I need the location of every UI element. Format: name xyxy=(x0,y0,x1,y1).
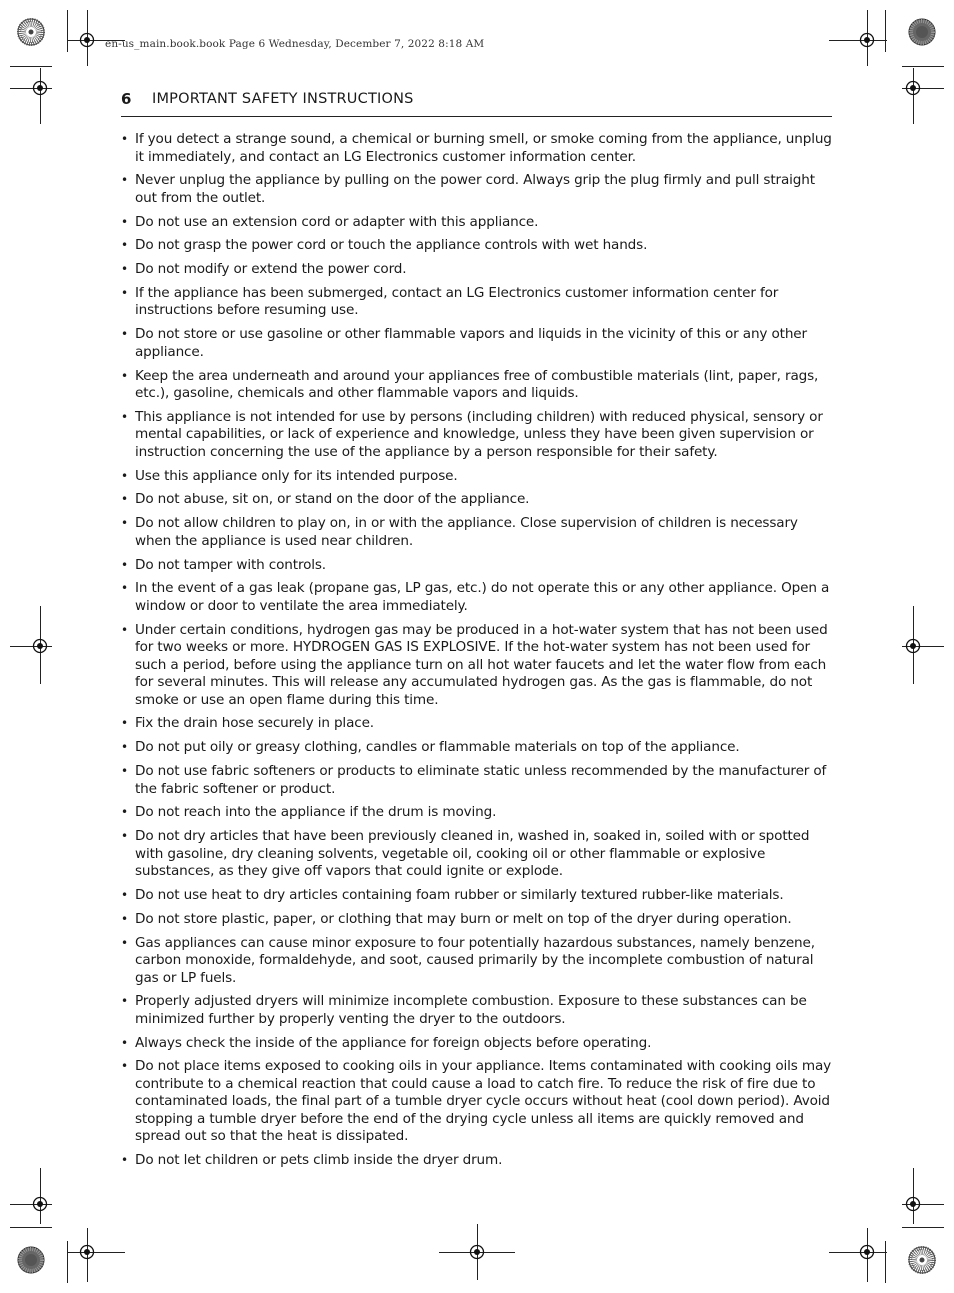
rosette-icon xyxy=(907,1245,937,1275)
registration-mark-icon xyxy=(27,75,53,101)
list-item: • Do not allow children to play on, in or with the appliance. Close supervision of children is necessary when the appliance is used near children. xyxy=(121,515,833,550)
registration-mark-icon xyxy=(27,1191,53,1217)
list-item: • Do not use fabric softeners or products to eliminate static unless recommended by the manufacturer of the fabric softener or product. xyxy=(121,763,833,798)
crop-mark xyxy=(902,66,944,67)
list-item: • If you detect a strange sound, a chemical or burning smell, or smoke coming from the appliance, unplug it immediately, and contact an LG Electronics customer information center. xyxy=(121,131,833,166)
crop-mark xyxy=(885,1241,886,1283)
registration-mark-icon xyxy=(27,633,53,659)
list-item: • Do not place items exposed to cooking oils in your appliance. Items contaminated with cooking oils may contribute to a chemical reaction that could cause a load to catch fire. To reduce the risk of fire due to contaminated loads, the final part of a tumble dryer cycle occurs without heat (cool down period). Avoid stopping a tumble dryer before the end of the drying cycle unless all items are quickly removed and spread out so that the heat is dissipated. xyxy=(121,1058,833,1146)
print-slug: en-us_main.book.book Page 6 Wednesday, December 7, 2022 8:18 AM xyxy=(105,38,485,50)
crop-mark xyxy=(902,1227,944,1228)
list-item: • Gas appliances can cause minor exposure to four potentially hazardous substances, namely benzene, carbon monoxide, formaldehyde, and soot, caused primarily by the incomplete combustion of natural gas or LP fuels. xyxy=(121,935,833,988)
list-item: • Do not tamper with controls. xyxy=(121,557,833,575)
safety-instruction-list xyxy=(121,131,833,1176)
rosette-icon xyxy=(16,17,46,47)
list-item: • Do not modify or extend the power cord. xyxy=(121,261,833,279)
registration-mark-icon xyxy=(854,1239,880,1265)
list-item: • Do not reach into the appliance if the drum is moving. xyxy=(121,804,833,822)
list-item: • Fix the drain hose securely in place. xyxy=(121,715,833,733)
registration-mark-icon xyxy=(74,1239,100,1265)
list-item: • Never unplug the appliance by pulling on the power cord. Always grip the plug firmly and pull straight out from the outlet. xyxy=(121,172,833,207)
list-item: • Always check the inside of the appliance for foreign objects before operating. xyxy=(121,1035,833,1053)
crop-mark xyxy=(67,10,68,52)
list-item: • If the appliance has been submerged, contact an LG Electronics customer information center for instructions before resuming use. xyxy=(121,285,833,320)
page-header xyxy=(121,89,832,117)
registration-mark-icon xyxy=(900,75,926,101)
list-item: • Do not dry articles that have been previously cleaned in, washed in, soaked in, soiled with or spotted with gasoline, dry cleaning solvents, vegetable oil, cooking oil or other flammable or explosive substances, as they give off vapors that could ignite or explode. xyxy=(121,828,833,881)
rosette-icon xyxy=(907,17,937,47)
section-title: IMPORTANT SAFETY INSTRUCTIONS xyxy=(152,91,414,107)
list-item: • Do not use heat to dry articles containing foam rubber or similarly textured rubber-like materials. xyxy=(121,887,833,905)
list-item: • Do not put oily or greasy clothing, candles or flammable materials on top of the appliance. xyxy=(121,739,833,757)
list-item: • Use this appliance only for its intended purpose. xyxy=(121,468,833,486)
registration-mark-icon xyxy=(900,633,926,659)
crop-mark xyxy=(67,1241,68,1283)
list-item: • Do not store or use gasoline or other flammable vapors and liquids in the vicinity of this or any other appliance. xyxy=(121,326,833,361)
registration-mark-icon xyxy=(464,1239,490,1265)
list-item: • Do not store plastic, paper, or clothing that may burn or melt on top of the dryer during operation. xyxy=(121,911,833,929)
registration-mark-icon xyxy=(854,27,880,53)
list-item: • Under certain conditions, hydrogen gas may be produced in a hot-water system that has not been used for two weeks or more. HYDROGEN GAS IS EXPLOSIVE. If the hot-water system has not been used for such a period, before using the appliance turn on all hot water faucets and let the water flow from each for several minutes. This will release any accumulated hydrogen gas. As the gas is flammable, do not smoke or use an open flame during this time. xyxy=(121,622,833,710)
crop-mark xyxy=(10,1227,52,1228)
registration-mark-icon xyxy=(74,27,100,53)
list-item: • Do not abuse, sit on, or stand on the door of the appliance. xyxy=(121,491,833,509)
rosette-icon xyxy=(16,1245,46,1275)
crop-mark xyxy=(10,66,52,67)
registration-mark-icon xyxy=(900,1191,926,1217)
list-item: • Do not let children or pets climb inside the dryer drum. xyxy=(121,1152,833,1170)
list-item: • This appliance is not intended for use by persons (including children) with reduced physical, sensory or mental capabilities, or lack of experience and knowledge, unless they have been given supervision or instruction concerning the use of the appliance by a person responsible for their safety. xyxy=(121,409,833,462)
list-item: • Keep the area underneath and around your appliances free of combustible materials (lint, paper, rags, etc.), gasoline, chemicals and other flammable vapors and liquids. xyxy=(121,368,833,403)
crop-mark xyxy=(885,10,886,52)
list-item: • Properly adjusted dryers will minimize incomplete combustion. Exposure to these substances can be minimized further by properly venting the dryer to the outdoors. xyxy=(121,993,833,1028)
list-item: • Do not use an extension cord or adapter with this appliance. xyxy=(121,214,833,232)
page-number: 6 xyxy=(121,90,132,108)
list-item: • Do not grasp the power cord or touch the appliance controls with wet hands. xyxy=(121,237,833,255)
list-item: • In the event of a gas leak (propane gas, LP gas, etc.) do not operate this or any other appliance. Open a window or door to ventilate the area immediately. xyxy=(121,580,833,615)
